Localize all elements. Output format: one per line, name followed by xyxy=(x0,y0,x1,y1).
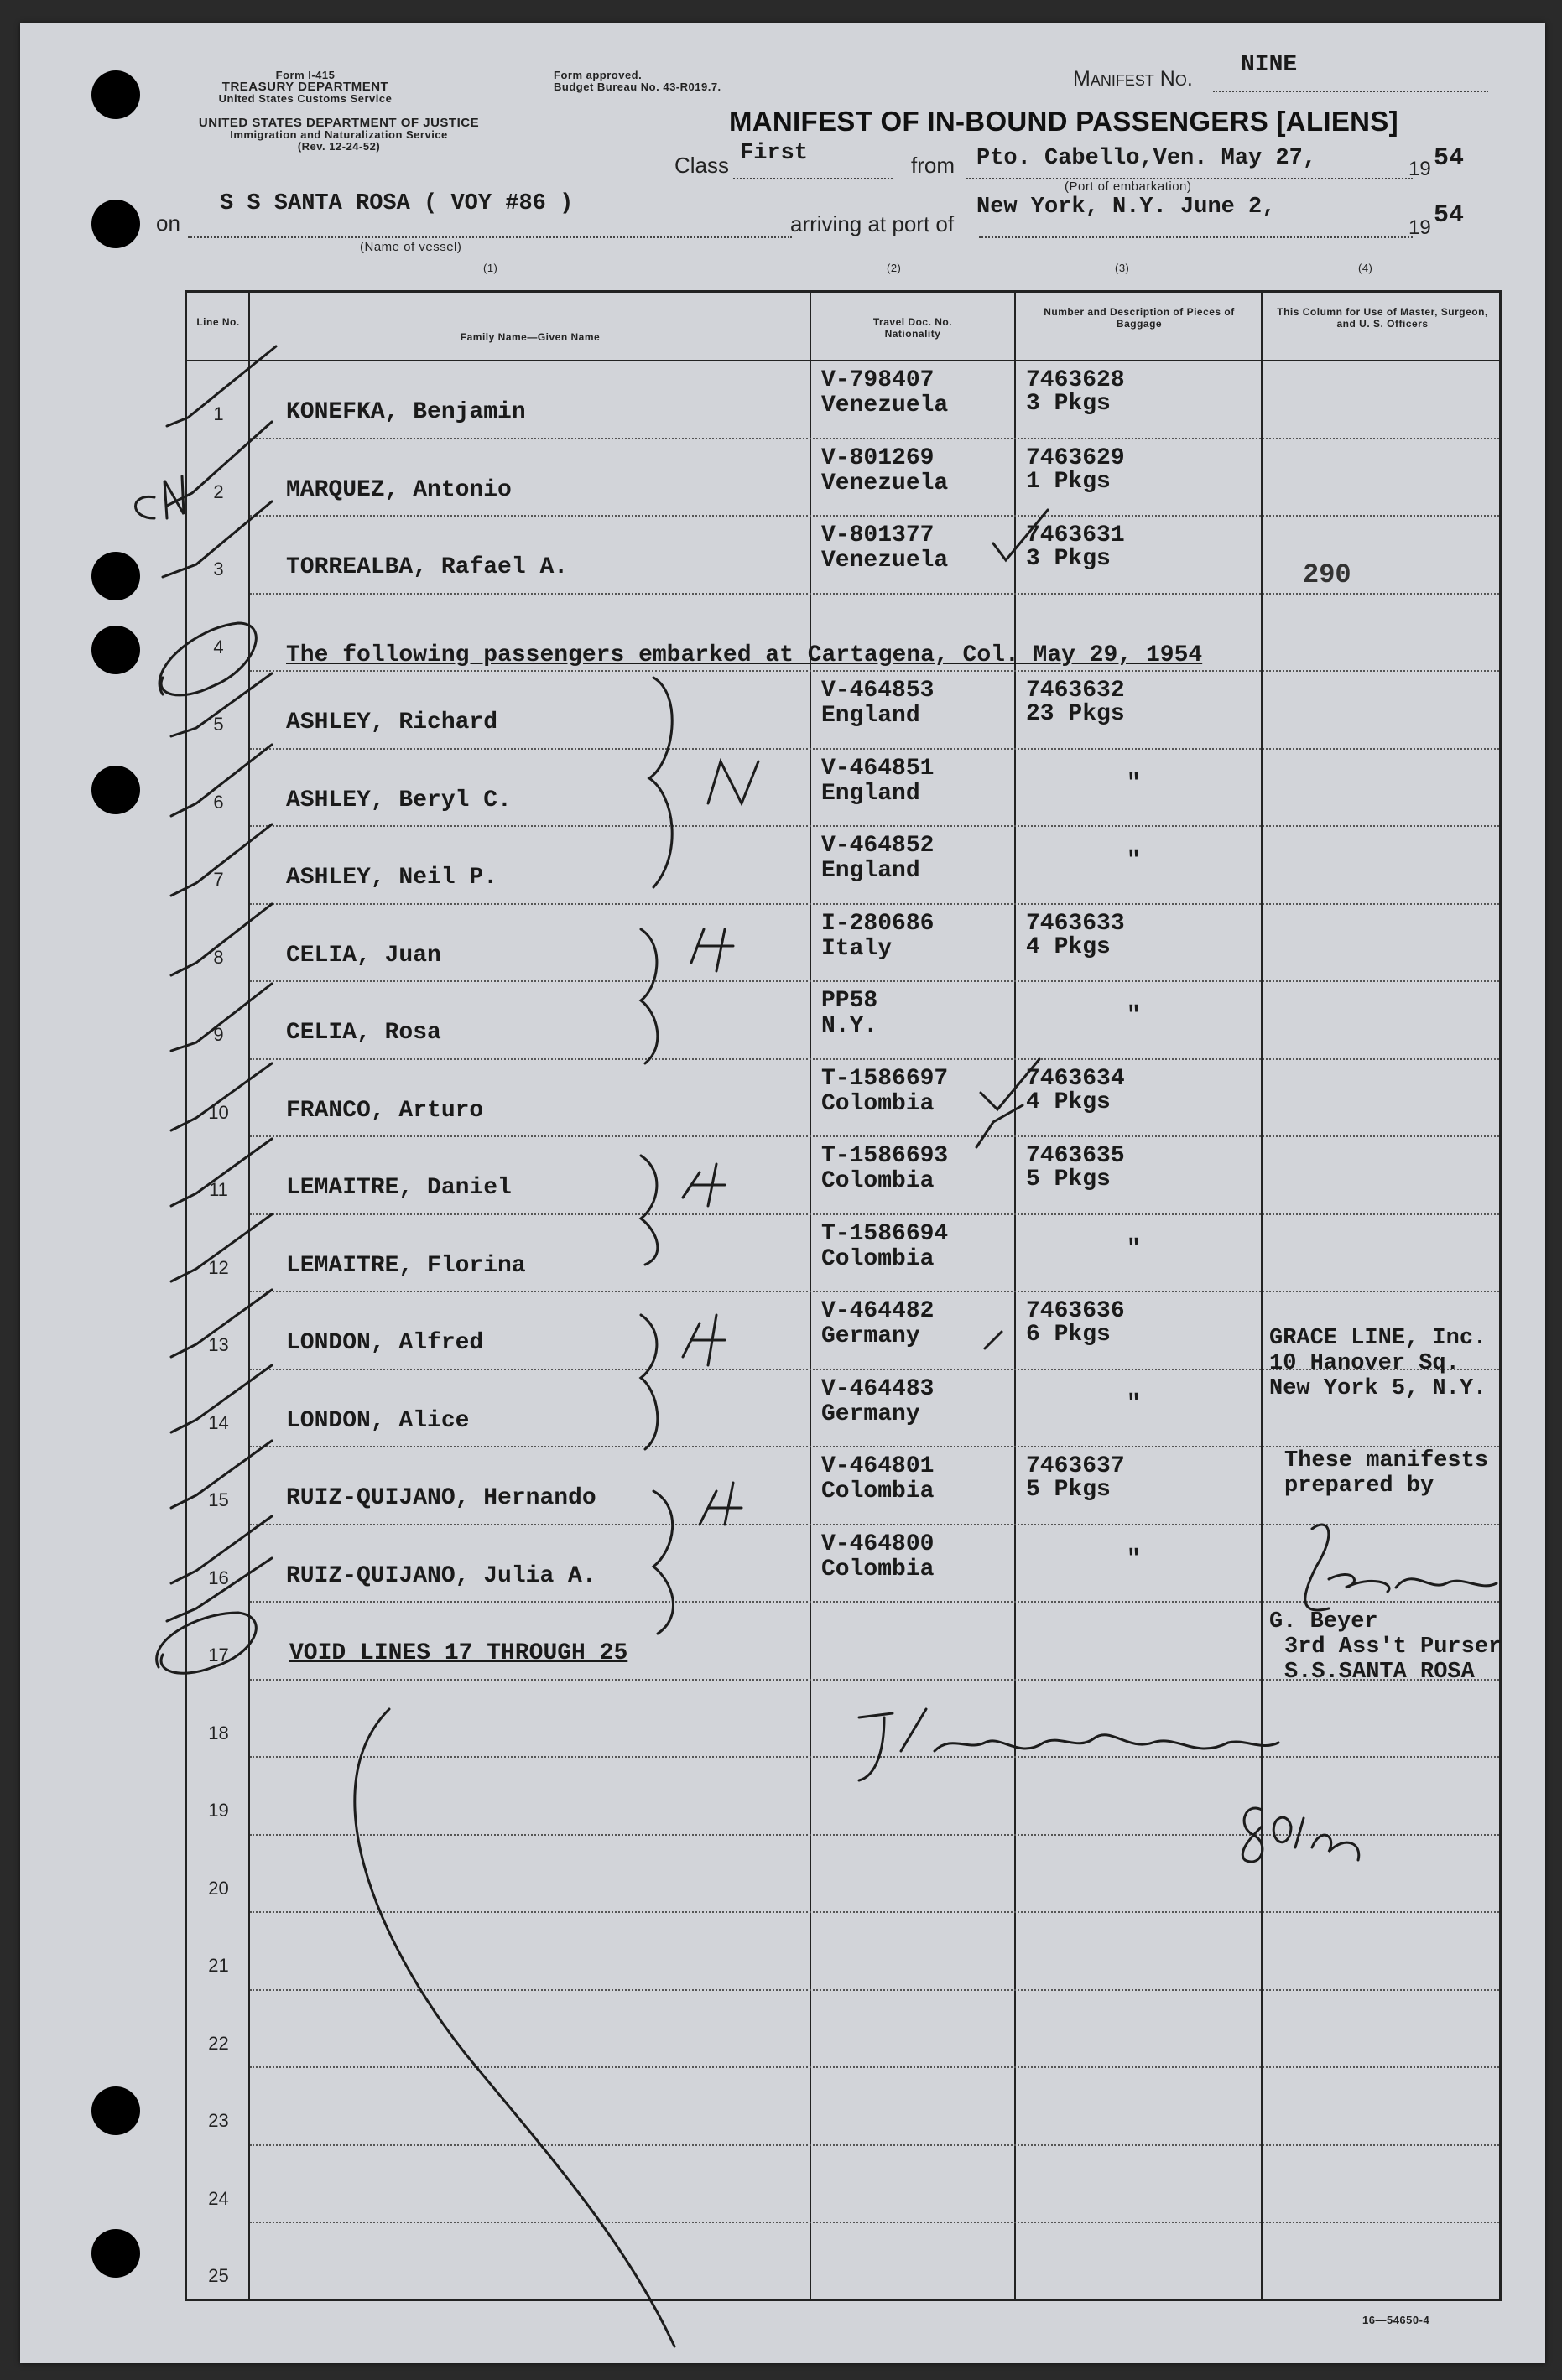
passenger-name: KONEFKA, Benjamin xyxy=(286,399,526,425)
baggage-pieces: 4 Pkgs xyxy=(1026,933,1111,960)
nationality: Colombia xyxy=(821,1556,935,1582)
brace-mark xyxy=(641,1315,725,1449)
rev: (Rev. 12-24-52) xyxy=(297,140,381,153)
baggage-number: 7463634 xyxy=(1026,1065,1125,1092)
col-header-baggage: Number and Description of Pieces of Baggage xyxy=(1044,306,1235,330)
passenger-name: LEMAITRE, Daniel xyxy=(286,1175,512,1201)
form-id: Form I-415 xyxy=(275,69,336,81)
nationality: Colombia xyxy=(821,1090,935,1117)
line-number: 9 xyxy=(213,1024,224,1045)
travel-doc: I-280686 xyxy=(821,910,935,937)
check-mark xyxy=(171,745,272,816)
line-number: 14 xyxy=(208,1411,229,1433)
col-header-name: Family Name—Given Name xyxy=(460,331,601,343)
department: TREASURY DEPARTMENT xyxy=(221,80,389,94)
travel-doc: V-801377 xyxy=(821,522,935,548)
check-mark xyxy=(171,1365,272,1432)
col-header-officers: This Column for Use of Master, Surgeon, and U. S. Officers xyxy=(1277,306,1488,330)
baggage-pieces: 23 Pkgs xyxy=(1026,701,1125,727)
baggage-pieces: 5 Pkgs xyxy=(1026,1477,1111,1503)
grace-line-1: GRACE LINE, Inc. xyxy=(1269,1326,1487,1351)
baggage-number: 7463629 xyxy=(1026,444,1125,471)
nationality: Germany xyxy=(821,1400,920,1427)
line-number: 5 xyxy=(213,714,224,735)
line-number: 18 xyxy=(208,1722,229,1743)
nationality: Italy xyxy=(821,935,893,962)
baggage-pieces: 3 Pkgs xyxy=(1026,546,1111,572)
col-num-3: (3) xyxy=(1115,262,1130,274)
line-number: 16 xyxy=(208,1567,229,1588)
line-number: 8 xyxy=(213,946,224,968)
passenger-name: CELIA, Rosa xyxy=(286,1020,441,1046)
line-number: 21 xyxy=(208,1955,229,1976)
grace-line-2: 10 Hanover Sq. xyxy=(1269,1351,1460,1376)
travel-doc: V-464853 xyxy=(821,678,935,704)
nationality: Colombia xyxy=(821,1245,935,1272)
approved-text: Form approved. xyxy=(554,69,643,81)
void-note: VOID LINES 17 THROUGH 25 xyxy=(289,1640,628,1666)
passenger-name: ASHLEY, Richard xyxy=(286,709,498,735)
nationality: Colombia xyxy=(821,1168,935,1194)
page-title: MANIFEST OF IN-BOUND PASSENGERS [ALIENS] xyxy=(729,106,1398,137)
line-number: 20 xyxy=(208,1877,229,1899)
line-number: 15 xyxy=(208,1489,229,1510)
class-value: First xyxy=(740,141,809,166)
travel-doc: V-464482 xyxy=(821,1298,935,1324)
check-mark xyxy=(985,1332,1002,1348)
baggage-number: " xyxy=(1127,770,1141,797)
line-number: 1 xyxy=(213,403,224,424)
port-embark-caption: (Port of embarkation) xyxy=(1065,179,1192,194)
manifest-sheet xyxy=(20,23,1545,2363)
baggage-pieces: 1 Pkgs xyxy=(1026,468,1111,495)
nationality: Venezuela xyxy=(821,548,949,574)
line-number: 22 xyxy=(208,2032,229,2054)
purser-name: G. Beyer xyxy=(1269,1609,1378,1634)
check-mark xyxy=(981,1059,1039,1109)
baggage-pieces: 4 Pkgs xyxy=(1026,1089,1111,1115)
line-number: 25 xyxy=(208,2265,229,2286)
travel-doc: T-1586694 xyxy=(821,1220,949,1247)
check-mark xyxy=(171,1516,272,1583)
line-number: 23 xyxy=(208,2110,229,2131)
travel-doc: V-798407 xyxy=(821,367,935,393)
prepared-2: prepared by xyxy=(1284,1473,1434,1499)
vessel-name: S S SANTA ROSA ( VOY #86 ) xyxy=(220,191,574,216)
time-note xyxy=(1242,1808,1359,1862)
col-num-1: (1) xyxy=(483,262,498,274)
oval-mark xyxy=(159,623,256,695)
manifest-no-value: NINE xyxy=(1241,52,1298,78)
travel-doc: V-464851 xyxy=(821,755,935,782)
year-prefix: 19 xyxy=(1408,158,1431,180)
travel-doc: PP58 xyxy=(821,988,878,1014)
cartagena-note: The following passengers embarked at Cartagena, Col. May 29, 1954 xyxy=(286,642,1203,668)
check-mark xyxy=(171,1441,272,1508)
check-mark xyxy=(171,1139,272,1206)
vessel-caption: (Name of vessel) xyxy=(360,240,462,254)
line-number: 19 xyxy=(208,1800,229,1821)
doj: UNITED STATES DEPARTMENT OF JUSTICE xyxy=(198,116,480,130)
nationality: Venezuela xyxy=(821,392,949,418)
from-value: Pto. Cabello,Ven. May 27, xyxy=(976,146,1317,171)
nationality: Germany xyxy=(821,1323,920,1349)
service: United States Customs Service xyxy=(218,92,393,105)
check-mark xyxy=(993,510,1048,560)
nationality: Colombia xyxy=(821,1478,935,1504)
check-mark xyxy=(171,904,272,975)
line-number: 12 xyxy=(208,1256,229,1278)
travel-doc: T-1586693 xyxy=(821,1143,949,1169)
year-value: 54 xyxy=(1434,144,1465,173)
purser-vessel: S.S.SANTA ROSA xyxy=(1284,1660,1475,1685)
budget-text: Budget Bureau No. 43-R019.7. xyxy=(554,81,721,93)
passenger-name: CELIA, Juan xyxy=(286,942,441,969)
check-mark xyxy=(171,1290,272,1357)
manifest-no-label: Manifest No. xyxy=(1073,67,1193,91)
baggage-number: " xyxy=(1127,848,1141,874)
line-number: 4 xyxy=(213,636,224,657)
on-label: on xyxy=(156,210,180,236)
passenger-name: LONDON, Alfred xyxy=(286,1330,484,1356)
baggage-number: 7463636 xyxy=(1026,1298,1125,1324)
nationality: N.Y. xyxy=(821,1013,878,1039)
check-mark xyxy=(167,1558,272,1621)
check-mark xyxy=(163,501,272,577)
baggage-number: 7463633 xyxy=(1026,910,1125,937)
nationality: England xyxy=(821,780,920,807)
year-prefix-2: 19 xyxy=(1408,216,1431,239)
arrival-value: New York, N.Y. June 2, xyxy=(976,195,1276,220)
baggage-pieces: 3 Pkgs xyxy=(1026,391,1111,417)
from-label: from xyxy=(911,153,955,178)
passenger-name: RUIZ-QUIJANO, Hernando xyxy=(286,1485,596,1511)
prepared-1: These manifests xyxy=(1284,1448,1489,1473)
brace-mark xyxy=(641,1156,725,1265)
check-mark xyxy=(167,346,276,426)
signature-beyer xyxy=(1305,1525,1497,1610)
line-number: 3 xyxy=(213,559,224,579)
year-value-2: 54 xyxy=(1434,201,1465,230)
passenger-name: ASHLEY, Neil P. xyxy=(286,865,498,891)
passenger-name: FRANCO, Arturo xyxy=(286,1097,484,1124)
travel-doc: V-464800 xyxy=(821,1530,935,1557)
brace-mark xyxy=(649,678,758,887)
arriving-label: arriving at port of xyxy=(790,211,955,236)
check-mark xyxy=(171,1214,272,1281)
passenger-name: LEMAITRE, Florina xyxy=(286,1252,526,1279)
baggage-number: " xyxy=(1127,1003,1141,1029)
passenger-name: TORREALBA, Rafael A. xyxy=(286,554,569,580)
line-number: 7 xyxy=(213,869,224,890)
signature-mcgrath xyxy=(859,1709,1278,1780)
travel-doc: V-801269 xyxy=(821,444,935,471)
col-num-4: (4) xyxy=(1358,262,1373,274)
line-number: 13 xyxy=(208,1334,229,1355)
baggage-number: 7463628 xyxy=(1026,367,1125,393)
class-label: Class xyxy=(674,153,730,178)
travel-doc: V-464483 xyxy=(821,1375,935,1402)
grace-line-3: New York 5, N.Y. xyxy=(1269,1376,1487,1401)
oval-mark xyxy=(157,1613,257,1673)
line-number: 24 xyxy=(208,2187,229,2209)
line-number: 11 xyxy=(209,1179,228,1200)
line-number: 2 xyxy=(213,481,224,502)
footer-code: 16—54650-4 xyxy=(1362,2314,1430,2326)
check-mark xyxy=(976,1105,1023,1147)
check-mark xyxy=(171,1063,272,1130)
passenger-name: MARQUEZ, Antonio xyxy=(286,476,512,503)
col-header-line: Line No. xyxy=(196,316,240,328)
stamp-290: 290 xyxy=(1303,559,1351,590)
cn-mark xyxy=(136,476,185,518)
check-mark xyxy=(171,984,272,1051)
handwritten-marks xyxy=(20,23,1545,2363)
baggage-number: 7463631 xyxy=(1026,522,1125,548)
baggage-pieces: 6 Pkgs xyxy=(1026,1322,1111,1348)
ins: Immigration and Naturalization Service xyxy=(230,128,448,141)
baggage-number: 7463637 xyxy=(1026,1453,1125,1479)
baggage-number: " xyxy=(1127,1546,1141,1572)
travel-doc: V-464801 xyxy=(821,1453,935,1479)
baggage-number: 7463632 xyxy=(1026,678,1125,704)
col-num-2: (2) xyxy=(887,262,902,274)
nationality: Venezuela xyxy=(821,470,949,496)
check-mark xyxy=(171,824,272,896)
col-header-doc: Travel Doc. No. Nationality xyxy=(872,316,953,340)
nationality: England xyxy=(821,858,920,884)
passenger-name: ASHLEY, Beryl C. xyxy=(286,787,512,813)
line-number: 6 xyxy=(213,791,224,813)
travel-doc: V-464852 xyxy=(821,833,935,859)
baggage-number: " xyxy=(1127,1235,1141,1262)
nationality: England xyxy=(821,703,920,729)
brace-mark xyxy=(653,1483,742,1634)
baggage-number: " xyxy=(1127,1390,1141,1417)
baggage-number: 7463635 xyxy=(1026,1143,1125,1169)
baggage-pieces: 5 Pkgs xyxy=(1026,1167,1111,1193)
line-number: 10 xyxy=(208,1101,229,1123)
brace-mark xyxy=(641,929,733,1063)
travel-doc: T-1586697 xyxy=(821,1065,949,1092)
purser-title: 3rd Ass't Purser xyxy=(1284,1634,1502,1660)
line-number: 17 xyxy=(208,1645,229,1665)
passenger-name: RUIZ-QUIJANO, Julia A. xyxy=(286,1562,596,1589)
long-curve xyxy=(355,1709,674,2346)
passenger-name: LONDON, Alice xyxy=(286,1407,470,1434)
